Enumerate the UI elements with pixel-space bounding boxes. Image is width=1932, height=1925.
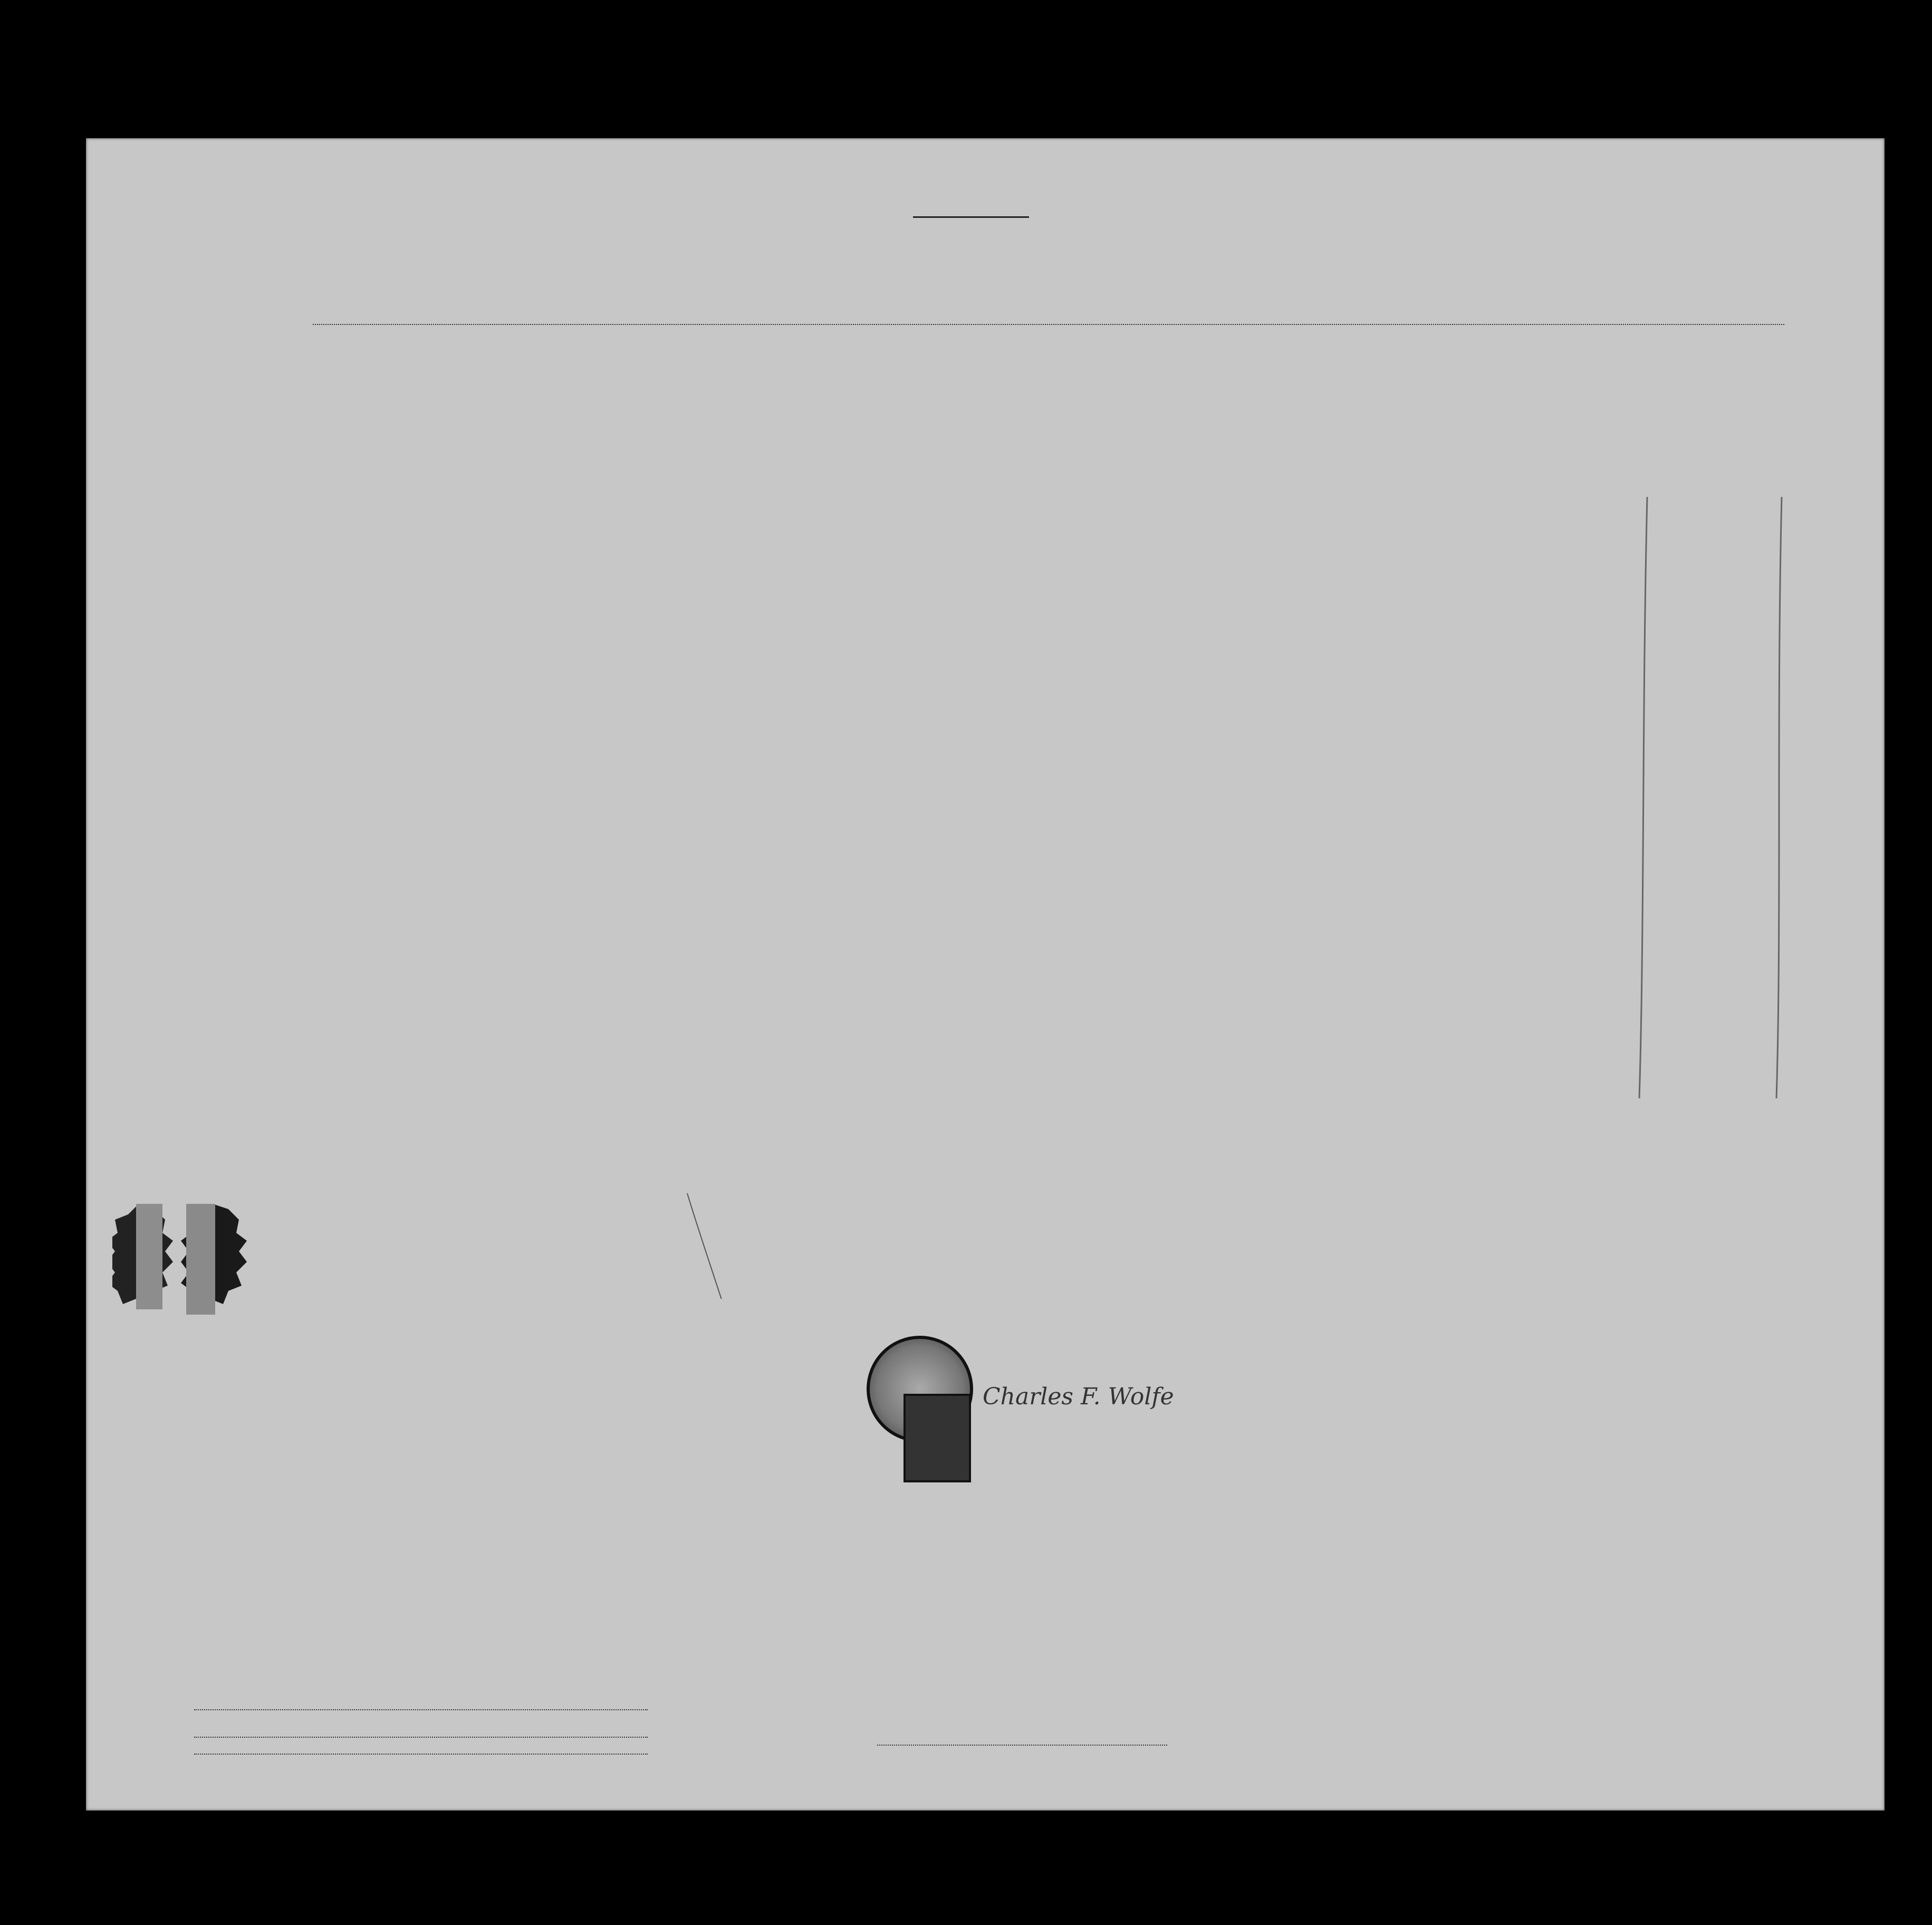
remarks-brace-lines (86, 138, 1885, 1299)
footer-rule-3 (194, 1754, 648, 1755)
footer-rule-2 (194, 1737, 648, 1738)
notary-seals (112, 1199, 281, 1367)
consul-signature: Charles F. Wolfe (983, 1383, 1174, 1410)
fee-stamp (903, 1394, 971, 1482)
footer-rule-1 (194, 1709, 648, 1710)
inspector-rule (877, 1745, 1167, 1746)
manifest-sheet (86, 138, 1885, 1811)
